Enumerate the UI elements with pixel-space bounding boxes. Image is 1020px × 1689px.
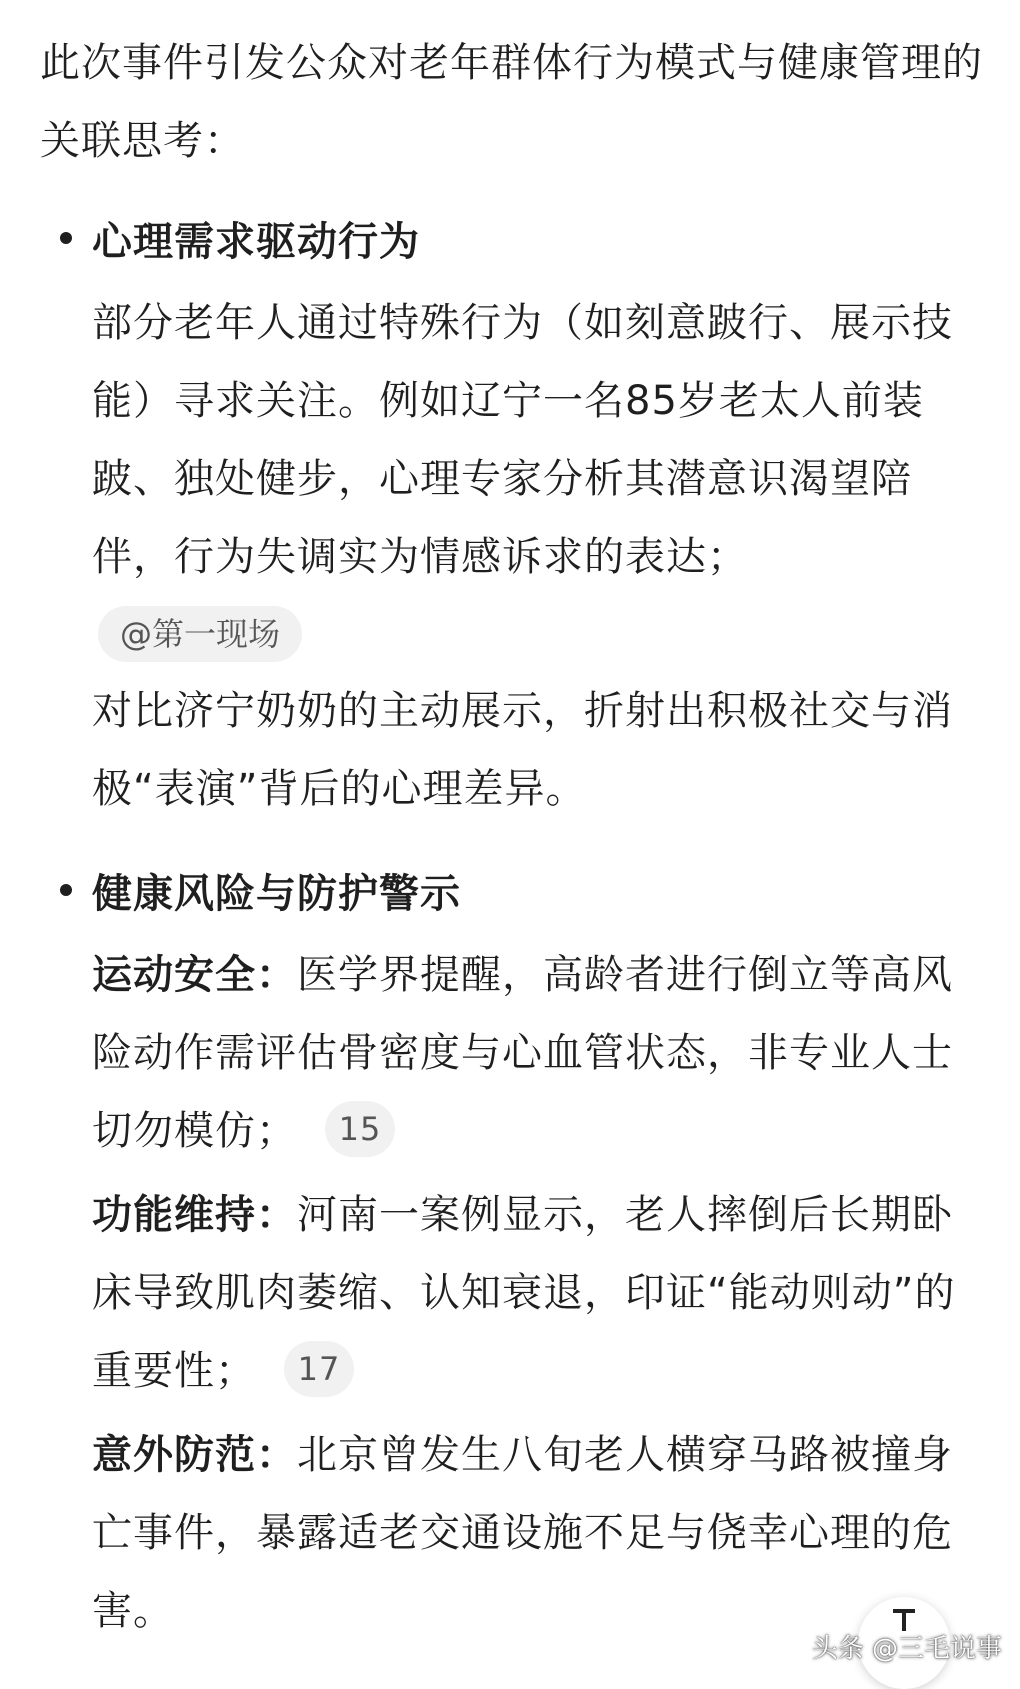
item-text: 北京曾发生八旬老人横穿马路被撞身亡事件，暴露适老交通设施不足与侥幸心理的危害。: [92, 1432, 953, 1634]
reference-chip[interactable]: 17: [284, 1341, 354, 1397]
section-health-risk: [40, 850, 990, 1650]
bullet-dot-icon: [60, 884, 72, 896]
list-item: [92, 936, 990, 1170]
source-chip[interactable]: @第一现场: [98, 606, 302, 662]
intro-paragraph: 此次事件引发公众对老年群体行为模式与健康管理的关联思考：: [40, 40, 983, 164]
item-label: 运动安全：: [92, 952, 297, 998]
reference-chip[interactable]: 15: [325, 1101, 395, 1157]
section-title: 健康风险与防护警示: [92, 870, 461, 917]
bullet-heading: [40, 198, 990, 278]
section-psychology: [40, 198, 990, 828]
list-item: [92, 1176, 990, 1410]
item-label: 功能维持：: [92, 1192, 297, 1238]
bullet-heading: [40, 850, 990, 930]
item-text: 河南一案例显示，老人摔倒后长期卧床导致肌肉萎缩、认知衰退，印证“能动则动”的重要性；: [92, 1192, 956, 1394]
section-paragraph: 对比济宁奶奶的主动展示，折射出积极社交与消极“表演”背后的心理差异。: [92, 688, 953, 812]
watermark-text: 头条 @三毛说事: [811, 1634, 1002, 1664]
section-paragraph: 部分老年人通过特殊行为（如刻意跛行、展示技能）寻求关注。例如辽宁一名85岁老太人前装跛、独处健步，心理专家分析其潜意识渴望陪伴，行为失调实为情感诉求的表达；: [92, 300, 953, 580]
bullet-dot-icon: [60, 232, 72, 244]
item-text: 医学界提醒，高龄者进行倒立等高风险动作需评估骨密度与心血管状态，非专业人士切勿模仿；: [92, 952, 953, 1154]
item-label: 意外防范：: [92, 1432, 297, 1478]
watermark: [812, 1628, 1002, 1665]
section-title: 心理需求驱动行为: [92, 218, 420, 265]
list-item: [92, 1416, 990, 1650]
article-content: [40, 24, 990, 1672]
